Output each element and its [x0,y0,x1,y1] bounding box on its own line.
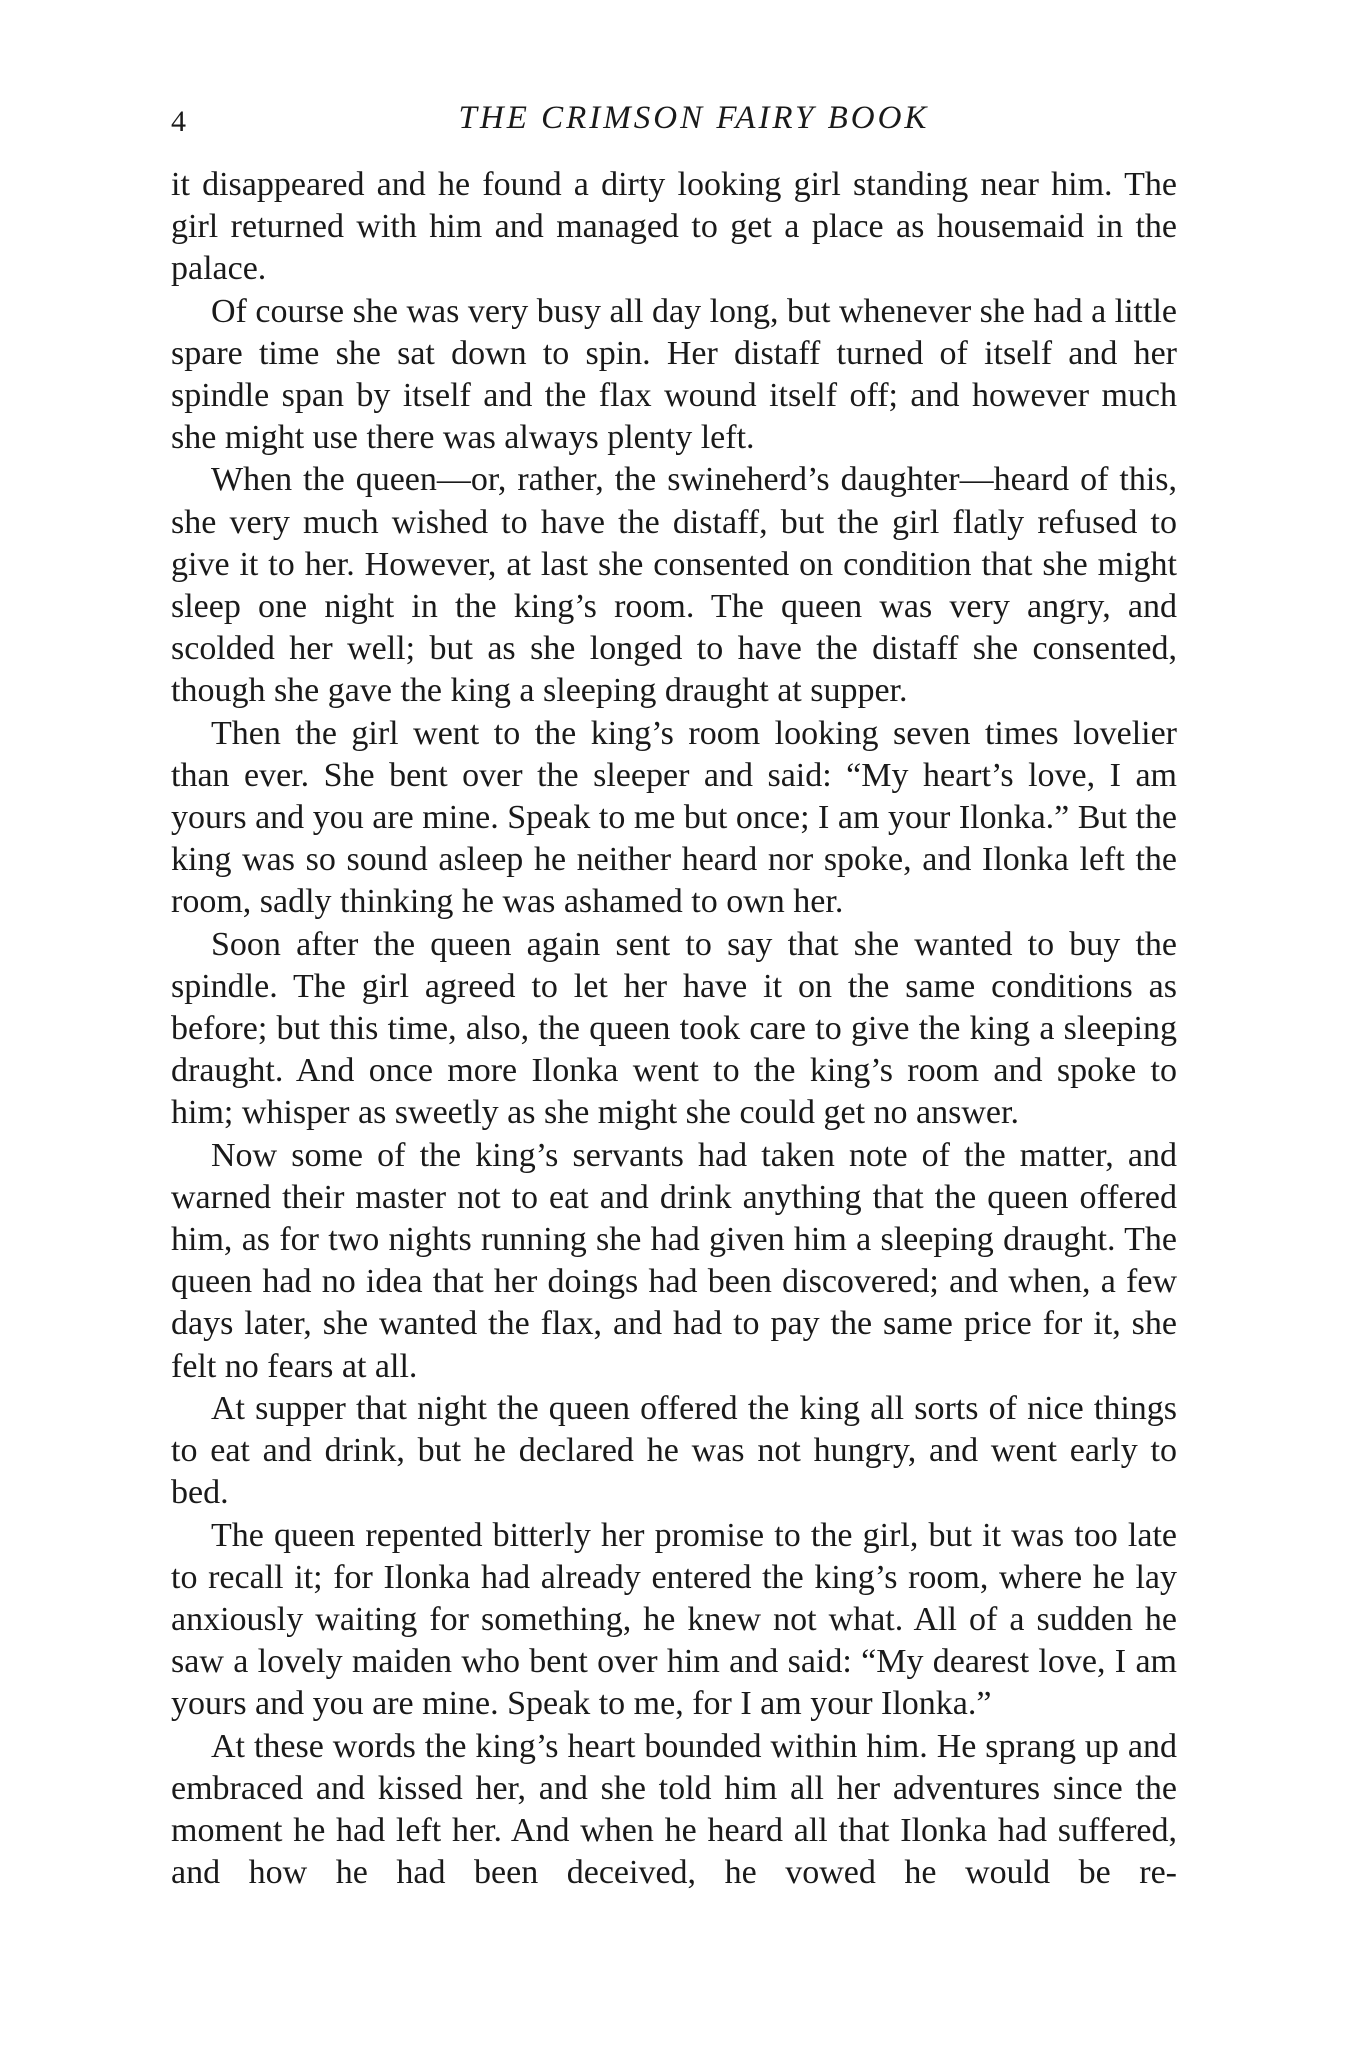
paragraph: At supper that night the queen offered the king all sorts of nice things to eat and drink, but he declared he was not hungry, and went early to bed. [171,1389,1177,1512]
paragraph: Soon after the queen again sent to say that she wanted to buy the spindle. The girl agreed to let her have it on the same conditions as before; but this time, also, the queen took care to give the king a sleeping draught. And once more Ilonka went to the king’s room and spoke to him; whisper as sweetly as she might she could get no answer. [171,925,1177,1132]
page-number: 4 [171,105,187,138]
paragraph: The queen repented bitterly her promise to the girl, but it was too late to recall it; for Ilonka had already entered the king’s room, where he lay anxiously waiting for something, he knew not what. All of a sudden he saw a lovely maiden who bent over him and said: “My dearest love, I am yours and you are mine. Speak to me, for I am your Ilonka.” [171,1516,1177,1723]
body-text [171,164,1177,1894]
paragraph: Of course she was very busy all day long, but whenever she had a little spare time she sat down to spin. Her distaff turned of itself and her spindle span by itself and the flax wound itself off; and however much she might use there was always plenty left. [171,292,1177,457]
paragraph: When the queen—or, rather, the swineherd’s daughter—heard of this, she very much wished to have the distaff, but the girl flatly refused to give it to her. However, at last she consented on condition that she might sleep one night in the king’s room. The queen was very angry, and scolded her well; but as she longed to have the distaff she consented, though she gave the king a sleeping draught at supper. [171,461,1177,710]
paragraph: At these words the king’s heart bounded within him. He sprang up and embraced and kissed her, and she told him all her adventures since the moment he had left her. And when he heard all that Ilonka had suffered, and how he had been deceived, he vowed he would be re- [171,1727,1177,1892]
page-header [171,96,1177,146]
running-title: THE CRIMSON FAIRY BOOK [458,100,930,136]
paragraph: Now some of the king’s servants had taken note of the matter, and warned their master not to eat and drink anything that the queen offered him, as for two nights running she had given him a sleeping draught. The queen had no idea that her doings had been discovered; and when, a few days later, she wanted the flax, and had to pay the same price for it, she felt no fears at all. [171,1136,1177,1385]
paragraph: it disappeared and he found a dirty looking girl standing near him. The girl returned with him and managed to get a place as housemaid in the palace. [171,166,1177,288]
paragraph: Then the girl went to the king’s room looking seven times lovelier than ever. She bent over the sleeper and said: “My heart’s love, I am yours and you are mine. Speak to me but once; I am your Ilonka.” But the king was so sound asleep he neither heard nor spoke, and Ilonka left the room, sadly thinking he was ashamed to own her. [171,714,1177,921]
